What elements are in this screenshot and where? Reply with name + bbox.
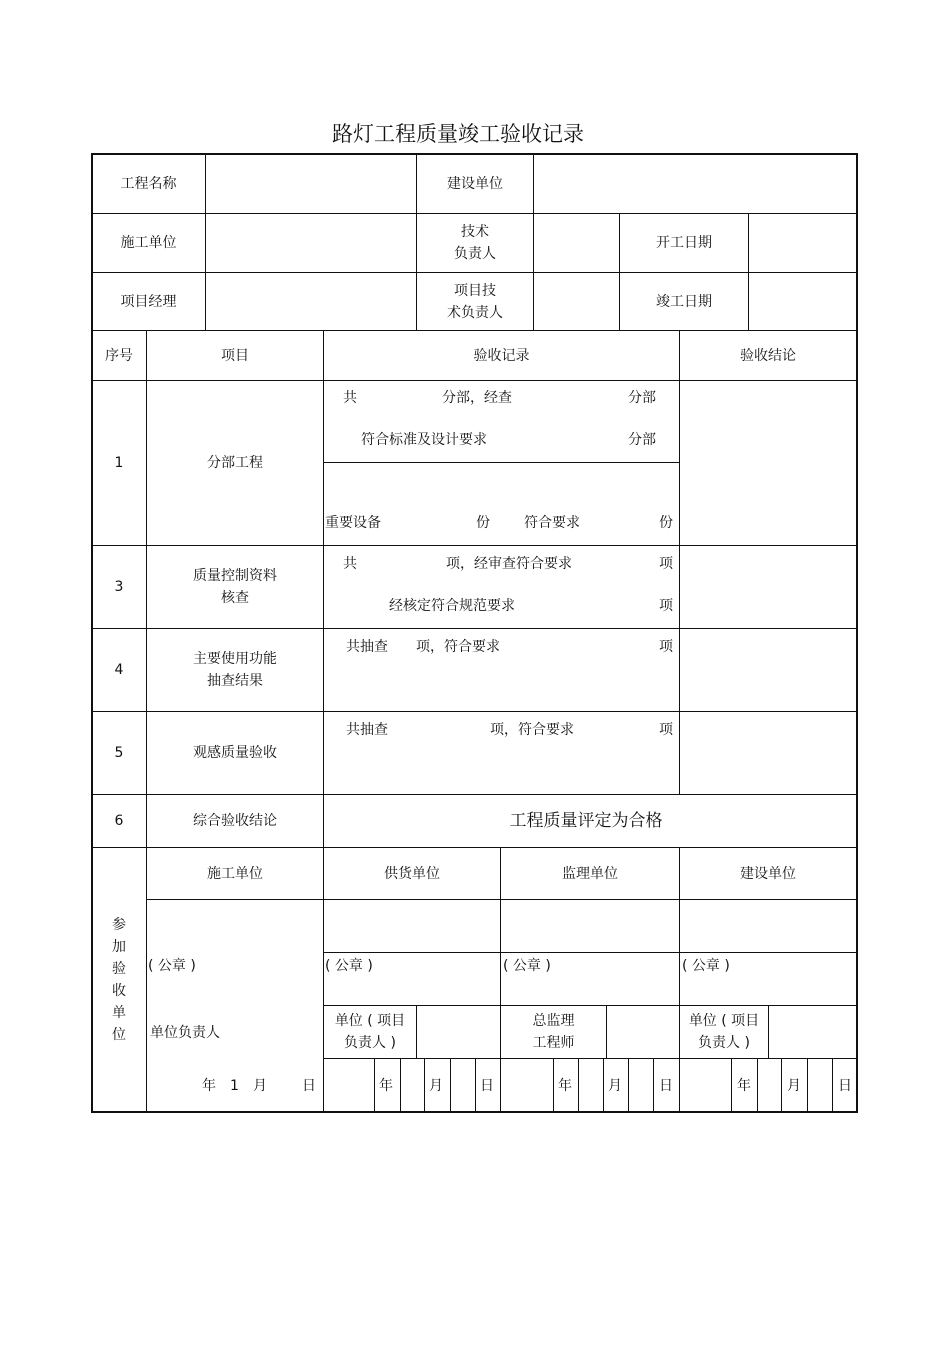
row4-item: 主要使用功能 抽查结果	[193, 651, 277, 689]
supervision-date-day: 日	[659, 1078, 673, 1094]
construction-date-month-num: 1	[230, 1078, 239, 1094]
row4-conclusion-field[interactable]	[681, 630, 855, 710]
row1-text: 份	[659, 515, 673, 531]
construction-date-year: 年	[202, 1078, 216, 1094]
supplier-date-day: 日	[480, 1078, 494, 1094]
supplier-head-label: 单位 ( 项目 负责人 )	[334, 1013, 406, 1051]
row1-conclusion-field[interactable]	[681, 382, 855, 544]
row1-text: 共	[343, 390, 357, 406]
row5-conclusion-field[interactable]	[681, 713, 855, 793]
construction-date-day: 日	[302, 1078, 316, 1094]
construction-head-label: 单位负责人	[150, 1025, 220, 1041]
row1-text: 重要设备	[325, 515, 381, 531]
supervision-date-month: 月	[608, 1078, 622, 1094]
row1-seq: 1	[114, 455, 124, 471]
row5-text: 共抽查	[346, 722, 388, 738]
row3-item: 质量控制资料 核查	[193, 568, 277, 606]
row5-seq: 5	[114, 745, 124, 761]
row4-text: 项，符合要求	[416, 639, 500, 655]
construction-unit-field[interactable]	[207, 215, 414, 270]
row6-item: 综合验收结论	[193, 813, 277, 829]
column-header-record: 验收记录	[473, 347, 530, 364]
row4-text: 共抽查	[346, 639, 388, 655]
row1-text: 分部	[628, 432, 656, 448]
row5-item: 观感质量验收	[193, 745, 277, 761]
row4-text: 项	[659, 639, 673, 655]
chief-supervisor-label: 总监理 工程师	[532, 1013, 575, 1051]
project-name-field[interactable]	[207, 156, 414, 211]
construction-unit-label: 施工单位	[120, 235, 177, 251]
row3-seq: 3	[114, 579, 124, 595]
build-unit-label: 建设单位	[447, 176, 503, 192]
supplier-seal: ( 公章 )	[325, 958, 373, 974]
row3-text: 项，经审查符合要求	[446, 556, 572, 572]
participant-construction-header: 施工单位	[207, 865, 263, 882]
tech-lead-field[interactable]	[535, 215, 617, 270]
construction-date-month: 月	[253, 1078, 267, 1094]
participants-label: 参 加 验 收 单 位	[112, 917, 126, 1043]
project-tech-lead-field[interactable]	[535, 274, 617, 328]
supplier-head-signature[interactable]	[418, 1007, 499, 1057]
build-date-month: 月	[787, 1078, 801, 1094]
supervision-date-year: 年	[558, 1078, 572, 1094]
chief-supervisor-signature[interactable]	[608, 1007, 678, 1057]
row4-seq: 4	[114, 662, 124, 678]
start-date-label: 开工日期	[656, 235, 712, 251]
page-title: 路灯工程质量竣工验收记录	[332, 122, 584, 146]
supplier-date-month: 月	[429, 1078, 443, 1094]
build-head-signature[interactable]	[770, 1007, 855, 1057]
participant-supervision-header: 监理单位	[562, 865, 618, 882]
participant-supplier-header: 供货单位	[384, 865, 440, 882]
project-tech-lead-label: 项目技 术负责人	[447, 282, 503, 321]
row3-text: 经核定符合规范要求	[389, 598, 515, 614]
row5-text: 项，符合要求	[490, 722, 574, 738]
supervision-seal: ( 公章 )	[503, 958, 551, 974]
start-date-field[interactable]	[750, 215, 855, 270]
row6-seq: 6	[114, 813, 124, 829]
row3-text: 项	[659, 598, 673, 614]
row1-item: 分部工程	[207, 455, 263, 471]
overall-conclusion-value: 工程质量评定为合格	[509, 811, 663, 831]
row3-text: 项	[659, 556, 673, 572]
row3-text: 共	[343, 556, 357, 572]
build-unit-field[interactable]	[535, 156, 855, 211]
pm-label: 项目经理	[120, 293, 177, 310]
row5-text: 项	[659, 722, 673, 738]
supplier-date-year: 年	[379, 1078, 393, 1094]
pm-field[interactable]	[207, 274, 414, 328]
tech-lead-label: 技术 负责人	[454, 224, 496, 262]
row1-text: 符合标准及设计要求	[361, 432, 487, 448]
participant-build-header: 建设单位	[740, 865, 796, 882]
row1-text: 分部，经查	[442, 390, 512, 406]
build-seal: ( 公章 )	[682, 958, 730, 974]
row3-conclusion-field[interactable]	[681, 547, 855, 627]
build-head-label: 单位 ( 项目 负责人 )	[688, 1013, 760, 1051]
row1-text: 份	[476, 515, 490, 531]
project-name-label: 工程名称	[120, 176, 177, 192]
column-header-conclusion: 验收结论	[740, 347, 796, 364]
column-header-item: 项目	[221, 347, 249, 364]
column-header-seq: 序号	[105, 347, 133, 364]
finish-date-label: 竣工日期	[656, 293, 712, 310]
build-date-day: 日	[838, 1078, 852, 1094]
finish-date-field[interactable]	[750, 274, 855, 328]
construction-seal: ( 公章 )	[148, 958, 196, 974]
build-date-year: 年	[737, 1078, 751, 1094]
row1-text: 符合要求	[524, 515, 580, 531]
row1-text: 分部	[628, 390, 656, 406]
